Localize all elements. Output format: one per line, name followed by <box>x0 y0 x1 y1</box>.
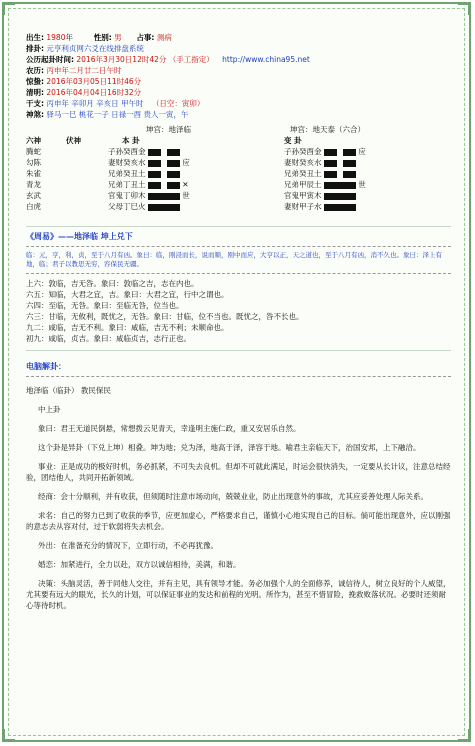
site-url-link[interactable]: http://www.china95.net <box>222 55 310 64</box>
ben-gua-lines <box>108 146 190 212</box>
jingzhe-label: 惊蛰: <box>26 77 44 86</box>
analysis-paragraph: 经商：会十分顺利，并有收获，但须随时注意市场动向，兢兢业业，防止出现意外的事故，尤其应妥善处理人际关系。 <box>38 492 428 501</box>
ben-line: 兄弟癸丑土 <box>108 168 190 179</box>
gongli-label: 公历起卦时间: <box>26 55 74 64</box>
paipan-row <box>26 43 451 54</box>
liushen-item: 玄武 <box>26 191 41 200</box>
shensha-label: 神煞: <box>26 110 44 119</box>
nongli-value: 丙申年二月廿二日午时 <box>46 66 122 75</box>
ganzhi-row <box>26 98 451 109</box>
rikong-value: （日空：寅卯） <box>151 99 205 108</box>
paipan-system: 元亨利贞网六爻在线排盘系统 <box>46 44 144 53</box>
gongli-value: 2016年3月30日12时42分 <box>76 55 167 64</box>
gua-subtitle: 地泽临（临卦） 教民保民 <box>26 386 111 395</box>
divider <box>26 226 451 227</box>
corner-ornament <box>458 729 470 741</box>
corner-ornament <box>458 3 470 15</box>
birth-label: 出生: <box>26 33 44 42</box>
paipan-label: 排卦: <box>26 44 44 53</box>
yao-lines-list <box>26 278 451 344</box>
analysis-paragraph: 婚恋：加紧进行，全力以赴，双方以诚信相待，美满，和谐。 <box>38 560 241 569</box>
main-content <box>26 32 451 619</box>
divider <box>26 350 451 351</box>
analysis-paragraph: 外出：在准备充分的情况下，立即行动，不必再犹豫。 <box>38 541 218 550</box>
corner-ornament <box>3 3 15 15</box>
analysis-paragraph: 决策：头脑灵活，善于同他人交往，并有主见，具有领导才能。务必加强个人的全面修养，诚信待人，树立良好的个人威望，尤其要有远大的眼光，长久的计划，可以保证事业的发达和前程的光明。所作为，甚至不惜冒险，挽救败落状况。必要时还须耐心等待时机。 <box>26 579 451 610</box>
analysis-paragraph: 这个卦是异卦（下兑上坤）相叠。坤为地；兑为泽，地高于泽，泽容于地。喻君主亲临天下，治国安邦，上下融洽。 <box>38 443 421 452</box>
yao-line-text: 六五：知临，大君之宜，吉。象曰：大君之宜，行中之谓也。 <box>26 290 229 299</box>
bian-line: 兄弟癸丑土 <box>284 168 366 179</box>
analysis-paragraph: 象曰：君王无道民倒悬，常想拨云见青天，幸逢明主施仁政，重又安居乐自然。 <box>38 424 301 433</box>
ben-gua-palace: 坤宫：地泽临 <box>146 125 191 134</box>
analysis-paragraph: 事业：正是成功的极好时机，务必抓紧，不可失去良机。但却不可就此满足，时运会很快消失，一定要从长计议，注意总结经验，团结他人，共同开拓新领域。 <box>26 462 451 482</box>
yijing-title: 《周易》——地泽临 坤上兑下 <box>26 232 133 241</box>
ben-line: 父母丁巳火 <box>108 201 190 212</box>
yao-line-text: 六四：至临，无咎。象曰：至临无咎，位当也。 <box>26 301 184 310</box>
yao-line-text: 九二：咸临，吉无不利。象曰：咸临，吉无不利；未顺命也。 <box>26 323 229 332</box>
yao-line-text: 上六：敦临，吉无咎。象曰：敦临之吉，志在内也。 <box>26 279 199 288</box>
liushen-item: 青龙 <box>26 180 41 189</box>
bian-gua-lines <box>284 146 366 212</box>
bian-line: 妻财癸亥水 <box>284 157 366 168</box>
nongli-label: 农历: <box>26 66 44 75</box>
divider <box>26 376 451 377</box>
jingzhe-row <box>26 76 451 87</box>
ben-line: 兄弟丁丑土 ✕ <box>108 180 189 189</box>
manual-tag: （手工指定） <box>168 55 214 64</box>
qingming-label: 清明: <box>26 88 44 97</box>
bian-line: 官鬼甲寅木 <box>284 190 366 201</box>
hexagram-table <box>26 124 451 220</box>
divider <box>26 273 451 274</box>
computer-analysis-body <box>26 385 451 611</box>
ben-line: 官鬼丁卯木 世 <box>108 191 190 200</box>
computer-analysis-title: 电脑解卦： <box>26 362 66 371</box>
gongli-row <box>26 54 451 65</box>
nongli-row <box>26 65 451 76</box>
bian-line: 兄弟甲辰土 世 <box>284 180 366 189</box>
gender-label: 性别: <box>93 33 112 42</box>
bian-gua-palace: 坤宫：地天泰（六合） <box>290 125 365 134</box>
qingming-value: 2016年04月04日16时32分 <box>46 88 142 97</box>
liushen-header: 六神 <box>26 136 41 145</box>
fushen-header: 伏神 <box>66 136 81 145</box>
shensha-row <box>26 109 451 120</box>
yao-line-text: 初九：咸临，贞吉。象曰：咸临贞吉，志行正也。 <box>26 334 191 343</box>
ganzhi-value: 丙申年 辛卯月 辛亥日 甲午时 <box>46 99 144 108</box>
liushen-item: 勾陈 <box>26 158 41 167</box>
yao-line-text: 六三：甘临，无攸利，既忧之，无咎。象曰：甘临，位不当也。既忧之，咎不长也。 <box>26 312 304 321</box>
ben-gua-header: 本 卦 <box>122 136 140 145</box>
analysis-paragraph: 求名：自己的努力已到了收获的季节，应更加虚心，严格要求自己，谨慎小心地实现自己的目标。倘可能出现意外，应以刚强的意志去从容对付，过于软弱将失去机会。 <box>26 511 451 531</box>
gua-position: 中上卦 <box>38 405 61 414</box>
liushen-column <box>26 135 41 212</box>
shensha-value: 驿马一巳 桃花一子 日禄一酉 贵人一寅，午 <box>46 110 189 119</box>
topic-value: 测病 <box>156 33 172 42</box>
liushen-item: 朱雀 <box>26 169 41 178</box>
bian-gua-header: 变 卦 <box>284 136 302 145</box>
ben-line: 妻财癸亥水 应 <box>108 158 190 167</box>
jingzhe-value: 2016年03月05日11时46分 <box>46 77 142 86</box>
divider <box>26 246 451 247</box>
liushen-item: 腾蛇 <box>26 147 41 156</box>
yijing-intro: 临：元，亨，利，贞，至于八月有凶。象曰：临，刚浸而长，说而顺，刚中而应，大亨以正，天之道也，至于八月有凶，消不久也。象曰：泽上有地，临；君子以教思无穷，容保民无疆。 <box>26 251 442 268</box>
liushen-item: 白虎 <box>26 202 41 211</box>
corner-ornament <box>3 729 15 741</box>
ganzhi-label: 干支: <box>26 99 44 108</box>
qingming-row <box>26 87 451 98</box>
gender-value: 男 <box>114 33 122 42</box>
bian-line: 妻财甲子水 <box>284 201 366 212</box>
year-suffix: 年 <box>65 33 73 42</box>
bian-line: 子孙癸酉金 应 <box>284 147 366 156</box>
ben-line: 子孙癸酉金 <box>108 146 190 157</box>
birth-row <box>26 32 451 43</box>
topic-label: 占事: <box>136 33 155 42</box>
birth-year: 1980 <box>46 33 66 42</box>
